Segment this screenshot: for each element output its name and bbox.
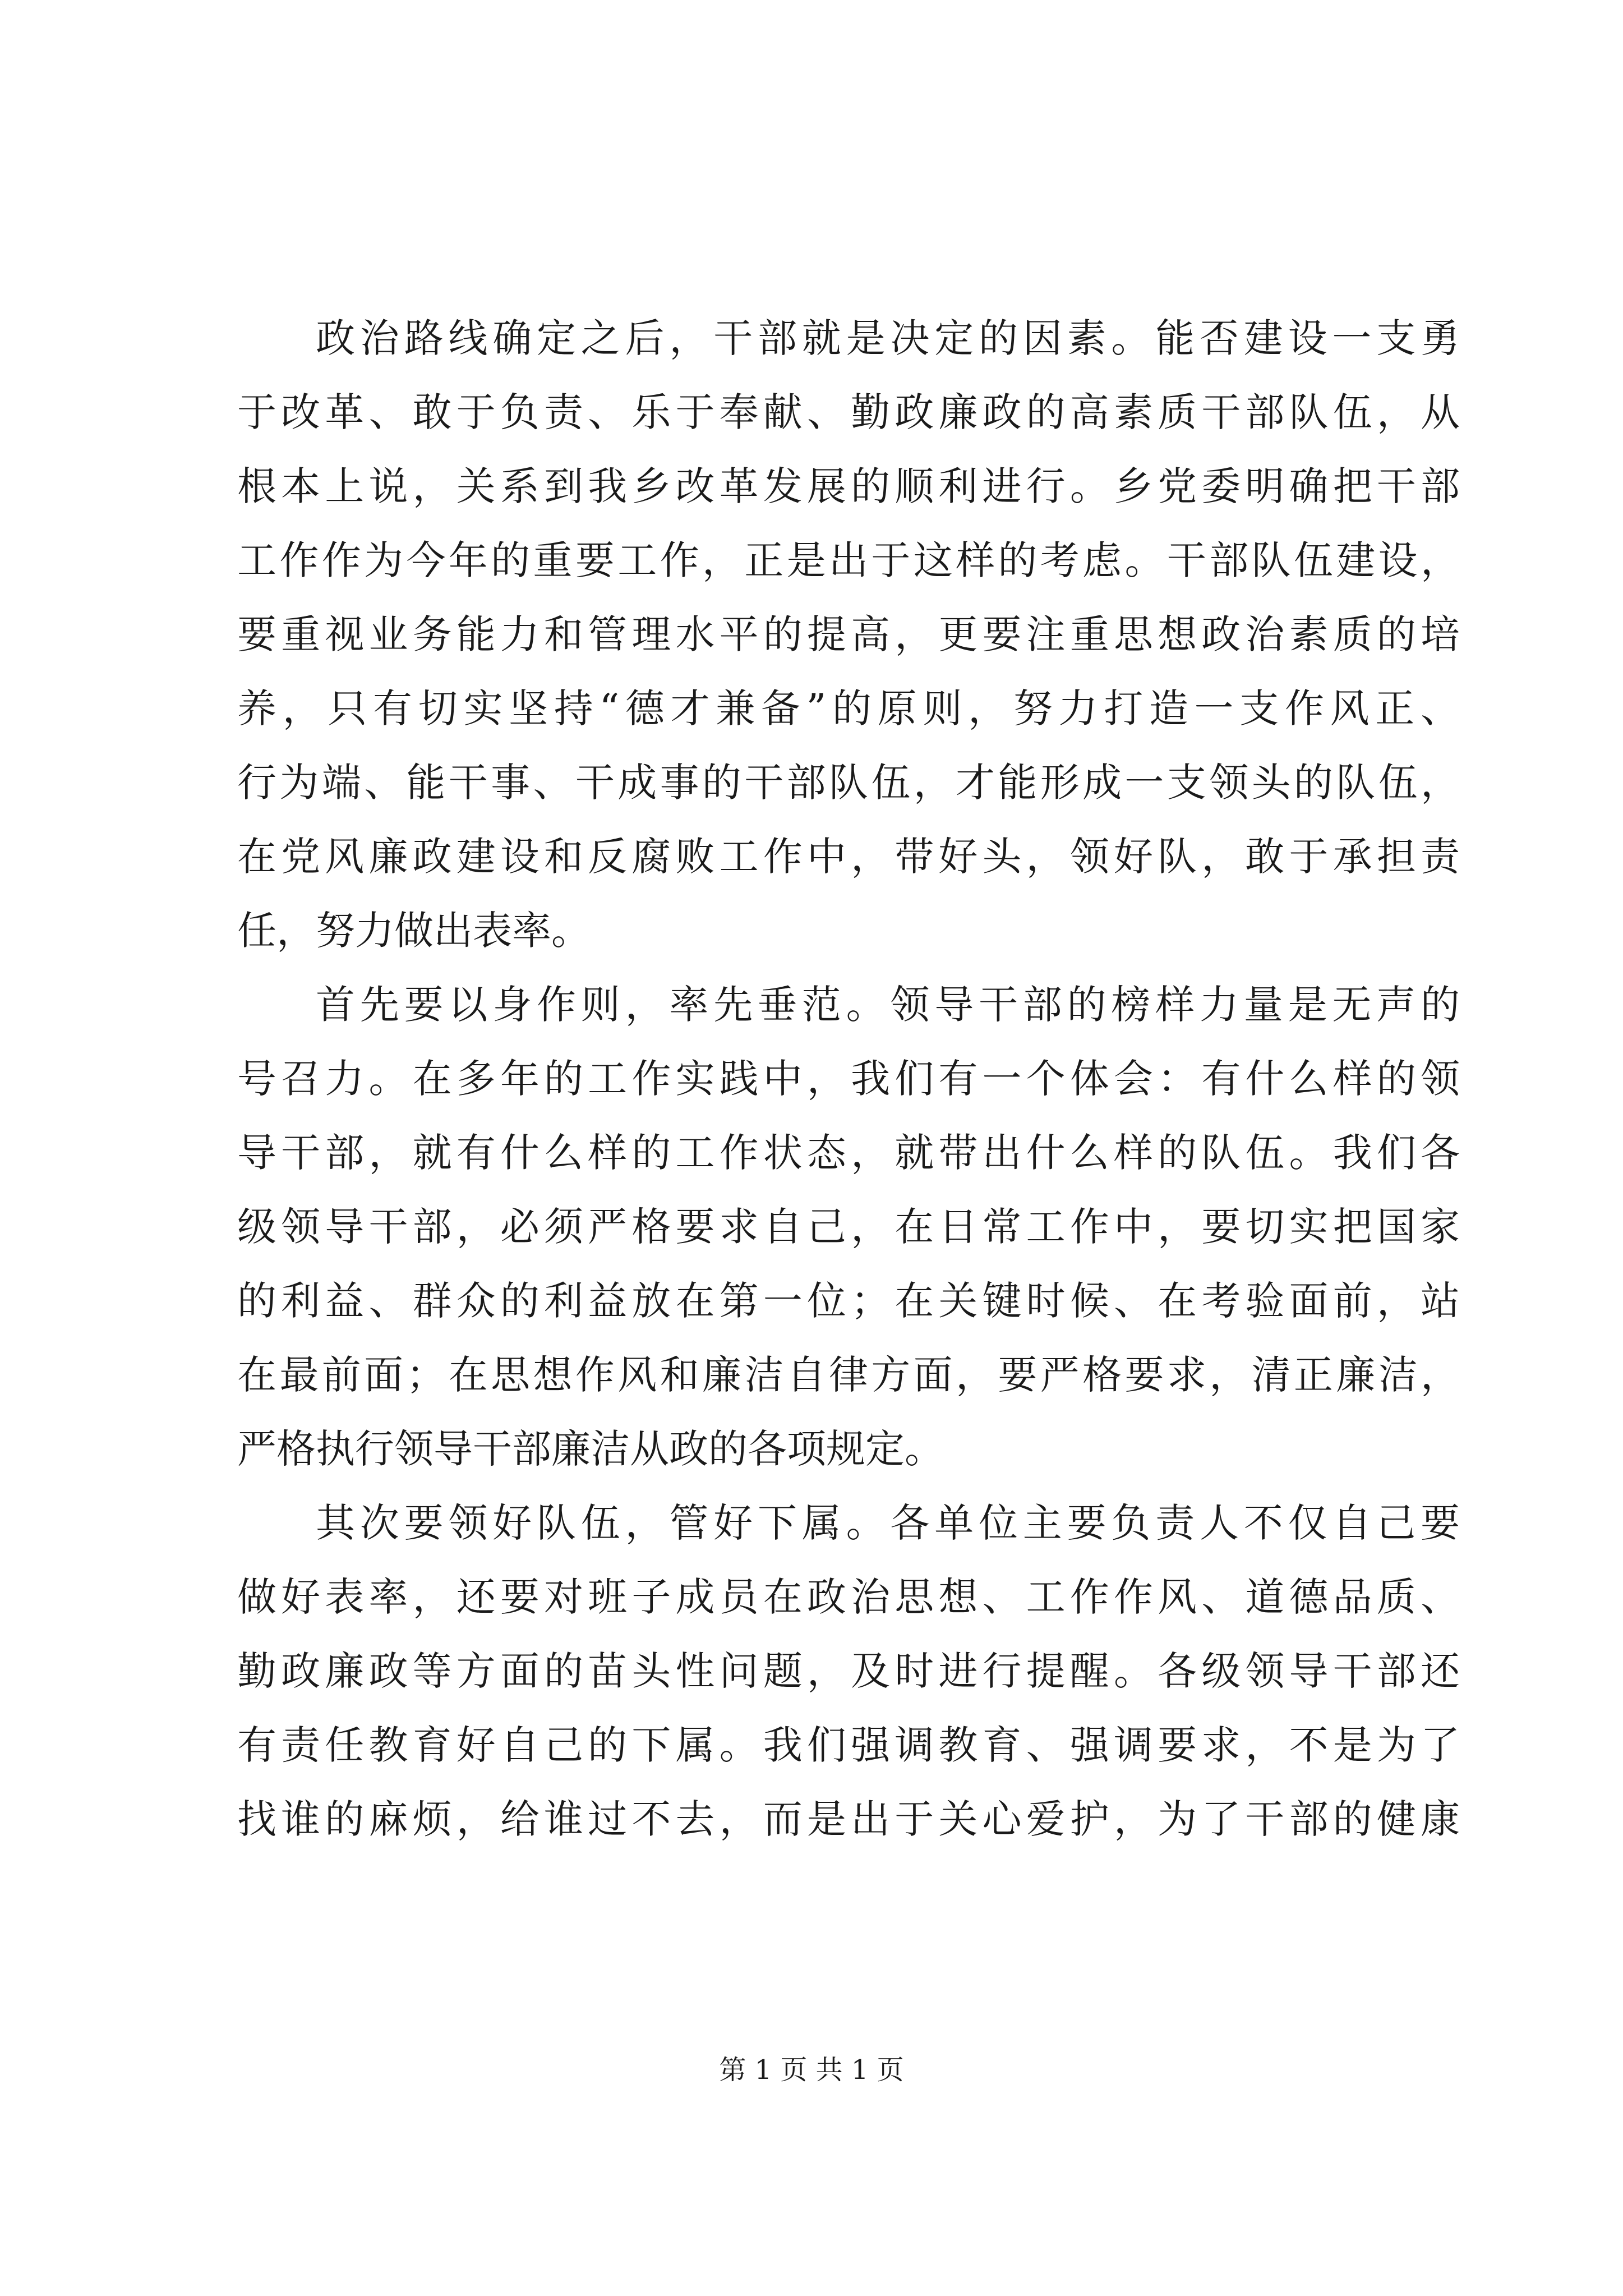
text-line: 任，努力做出表率。 [237,908,591,954]
text-line: 要重视业务能力和管理水平的提高，更要注重思想政治素质的培 [237,611,1460,657]
text-line: 导干部，就有什么样的工作状态，就带出什么样的队伍。我们各 [237,1130,1460,1176]
text-line: 的利益、群众的利益放在第一位；在关键时候、在考验面前，站 [237,1278,1460,1324]
text-line: 严格执行领导干部廉洁从政的各项规定。 [237,1426,944,1472]
text-line: 做好表率，还要对班子成员在政治思想、工作作风、道德品质、 [237,1574,1460,1620]
paragraph-3 [237,1486,1460,1856]
text-line: 级领导干部，必须严格要求自己，在日常工作中，要切实把国家 [237,1204,1460,1250]
text-line: 其次要领好队伍，管好下属。各单位主要负责人不仅自己要 [316,1500,1460,1546]
text-line: 有责任教育好自己的下属。我们强调教育、强调要求，不是为了 [237,1722,1460,1768]
text-line: 号召力。在多年的工作实践中，我们有一个体会：有什么样的领 [237,1056,1460,1102]
text-line: 工作作为今年的重要工作，正是出于这样的考虑。干部队伍建设， [237,537,1460,583]
text-line: 首先要以身作则，率先垂范。领导干部的榜样力量是无声的 [316,982,1460,1028]
text-line: 根本上说，关系到我乡改革发展的顺利进行。乡党委明确把干部 [237,463,1460,509]
text-line: 政治路线确定之后，干部就是决定的因素。能否建设一支勇 [316,315,1460,361]
page-number-label: 第 1 页 共 1 页 [719,2054,904,2086]
paragraph-1 [237,301,1460,968]
text-line: 在党风廉政建设和反腐败工作中，带好头，领好队，敢于承担责 [237,834,1460,880]
text-line: 于改革、敢于负责、乐于奉献、勤政廉政的高素质干部队伍，从 [237,389,1460,435]
paragraph-2 [237,968,1460,1486]
page-footer [0,2053,1623,2087]
text-line: 养，只有切实坚持“德才兼备”的原则，努力打造一支作风正、 [237,685,1460,731]
document-body [237,301,1460,1856]
text-line: 行为端、能干事、干成事的干部队伍，才能形成一支领头的队伍， [237,760,1460,806]
text-line: 找谁的麻烦，给谁过不去，而是出于关心爱护，为了干部的健康 [237,1796,1460,1842]
text-line: 勤政廉政等方面的苗头性问题，及时进行提醒。各级领导干部还 [237,1648,1460,1694]
text-line: 在最前面；在思想作风和廉洁自律方面，要严格要求，清正廉洁， [237,1352,1460,1398]
